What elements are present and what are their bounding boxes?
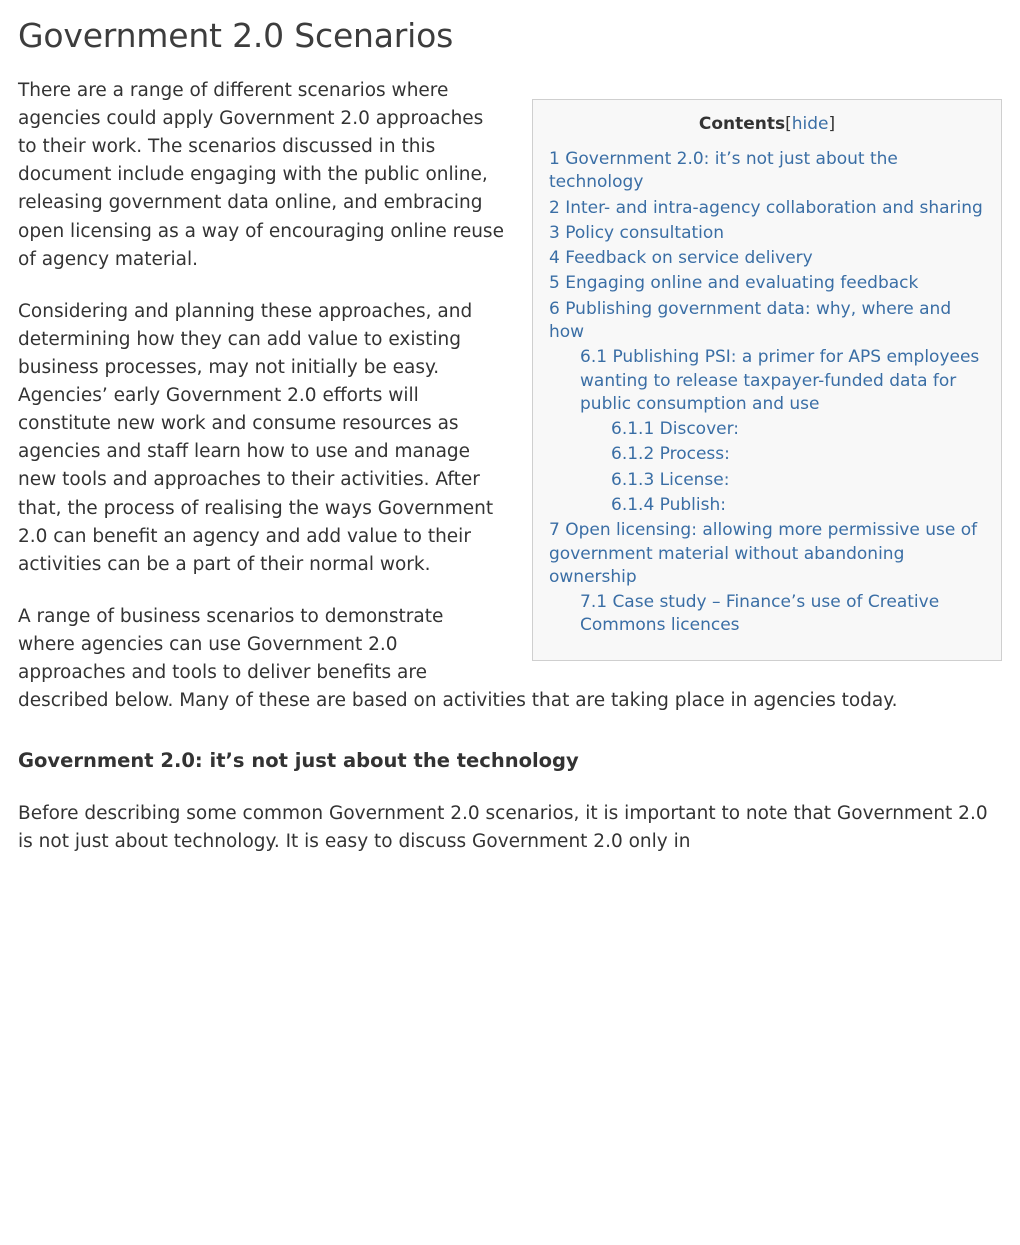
toc-bracket-open: [ bbox=[785, 114, 792, 134]
paragraph-2: Considering and planning these approaches, and determining how they can add value to existing business processes, may not initially be easy. Agencies’ early Government 2.0 efforts will constitute new work and consume resources as agencies and staff learn how to use and manage new tools and approaches to their activities. After that, the process of realising the ways Government 2.0 can benefit an agency and add value to their activities can be a part of their normal work. bbox=[18, 300, 494, 575]
table-of-contents bbox=[532, 99, 1002, 661]
toc-link[interactable]: 6.1.2 Process: bbox=[611, 444, 730, 465]
toc-item[interactable] bbox=[549, 148, 985, 195]
toc-item[interactable] bbox=[549, 197, 985, 220]
section-heading: Government 2.0: it’s not just about the technology bbox=[18, 749, 579, 773]
toc-link[interactable]: 6.1 Publishing PSI: a primer for APS employees wanting to release taxpayer-funded data for public consumption and use bbox=[580, 347, 980, 414]
toc-hide-link[interactable]: hide bbox=[791, 114, 829, 134]
toc-list bbox=[549, 148, 985, 638]
toc-item[interactable] bbox=[549, 591, 985, 638]
toc-item[interactable] bbox=[549, 298, 985, 345]
toc-item[interactable] bbox=[549, 222, 985, 245]
toc-header bbox=[549, 114, 985, 134]
paragraph-3: A range of business scenarios to demonstrate where agencies can use Government 2.0 approaches and tools to deliver benefits are described below. Many of these are based on activities that are taking place in agencies today. bbox=[18, 605, 898, 712]
toc-link[interactable]: 6.1.1 Discover: bbox=[611, 419, 740, 440]
toc-bracket-close: ] bbox=[828, 114, 836, 134]
toc-link[interactable]: 6.1.4 Publish: bbox=[611, 494, 726, 515]
toc-title: Contents bbox=[698, 114, 786, 134]
toc-link[interactable]: 6 Publishing government data: why, where and how bbox=[549, 298, 952, 342]
toc-item[interactable] bbox=[549, 519, 985, 589]
toc-link[interactable]: 3 Policy consultation bbox=[549, 222, 725, 243]
toc-link[interactable]: 7 Open licensing: allowing more permissive use of government material without abandoning ownership bbox=[549, 520, 978, 587]
toc-item[interactable] bbox=[549, 494, 985, 517]
toc-item[interactable] bbox=[549, 272, 985, 295]
toc-item[interactable] bbox=[549, 418, 985, 441]
toc-link[interactable]: 1 Government 2.0: it’s not just about the technology bbox=[549, 149, 898, 193]
toc-link[interactable]: 5 Engaging online and evaluating feedback bbox=[549, 273, 919, 294]
section-paragraph: Before describing some common Government 2.0 scenarios, it is important to note that Government 2.0 is not just about technology. It is easy to discuss Government 2.0 only in bbox=[18, 803, 988, 853]
paragraph-1: There are a range of different scenarios where agencies could apply Government 2.0 approaches to their work. The scenarios discussed in this document include engaging with the public online, releasing government data online, and embracing open licensing as a way of encouraging online reuse of agency material. bbox=[18, 80, 504, 270]
document-content bbox=[0, 77, 1020, 881]
toc-item[interactable] bbox=[549, 443, 985, 466]
toc-link[interactable]: 2 Inter- and intra-agency collaboration and sharing bbox=[549, 197, 983, 218]
toc-item[interactable] bbox=[549, 469, 985, 492]
toc-link[interactable]: 6.1.3 License: bbox=[611, 469, 730, 490]
toc-item[interactable] bbox=[549, 247, 985, 270]
page-title: Government 2.0 Scenarios bbox=[18, 16, 454, 55]
toc-item[interactable] bbox=[549, 346, 985, 416]
toc-link[interactable]: 4 Feedback on service delivery bbox=[549, 248, 813, 269]
toc-link[interactable]: 7.1 Case study – Finance’s use of Creative Commons licences bbox=[580, 592, 940, 636]
